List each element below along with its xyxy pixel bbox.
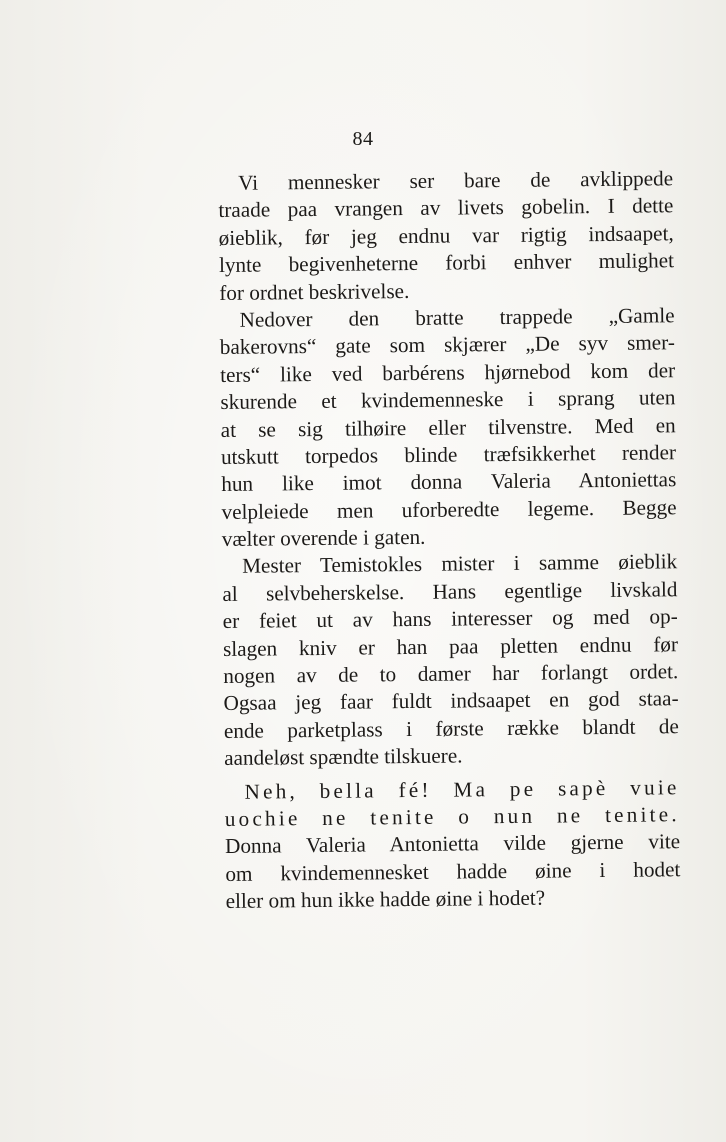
text-line: al selvbeherskelse. Hans egentlige livskald [222,577,678,606]
text-line: slagen kniv er han paa pletten endnu før [222,631,679,661]
text-line: traade paa vrangen av livets gobelin. I dette [218,193,674,223]
text-line: Ogsaa jeg faar fuldt indsaapet en god staa- [223,686,679,716]
text-line: lynte begivenheterne forbi enhver mulighet [218,248,675,278]
text-line: om kvindemennesket hadde øine i hodet [225,856,681,886]
page-number: 84 [352,128,374,150]
text-line: utskutt torpedos blinde træfsikkerhet render [220,440,677,469]
paragraph [219,302,677,553]
text-line: velpleiede men uforberedte legeme. Begge [221,494,677,524]
text-line: bakerovns“ gate som skjærer „De syv smer- [219,330,675,360]
text-line: ters“ like ved barbérens hjørnebod kom der [220,357,676,387]
text-line: at se sig tilhøire eller tilvenstre. Med en [220,412,676,442]
text-line: Vi mennesker ser bare de avklippede [238,166,674,195]
text-line: Mester Temistokles mister i samme øieblik [242,549,678,579]
text-line: skurende et kvindemenneske i sprang uten [220,385,676,415]
text-line: øieblik, før jeg endnu var rigtig indsaapet, [218,221,674,250]
text-line: nogen av de to damer har forlangt ordet. [223,659,679,689]
text-line: Donna Valeria Antonietta vilde gjerne vite [224,829,681,859]
paragraph [222,549,679,773]
paragraph [224,774,680,916]
text-line-spaced: uochie ne tenite o nun ne tenite. [224,802,680,831]
text-line: er feiet ut av hans interesser og med op- [222,604,678,634]
text-line: ende parketplass i første række blandt de [223,714,679,743]
text-line-spaced: Neh, bella fé! Ma pe sapè vuie [244,774,680,804]
paragraph [218,165,674,307]
body-text [218,165,681,915]
text-line: for ordnet beskrivelse. [219,278,410,305]
text-line: vælter overende i gaten. [221,524,426,552]
text-line: eller om hun ikke hadde øine i hodet? [225,885,546,914]
text-line: hun like imot donna Valeria Antoniettas [221,467,677,497]
text-line: aandeløst spændte tilskuere. [224,743,463,771]
text-line: Nedover den bratte trappede „Gamle [239,303,675,332]
